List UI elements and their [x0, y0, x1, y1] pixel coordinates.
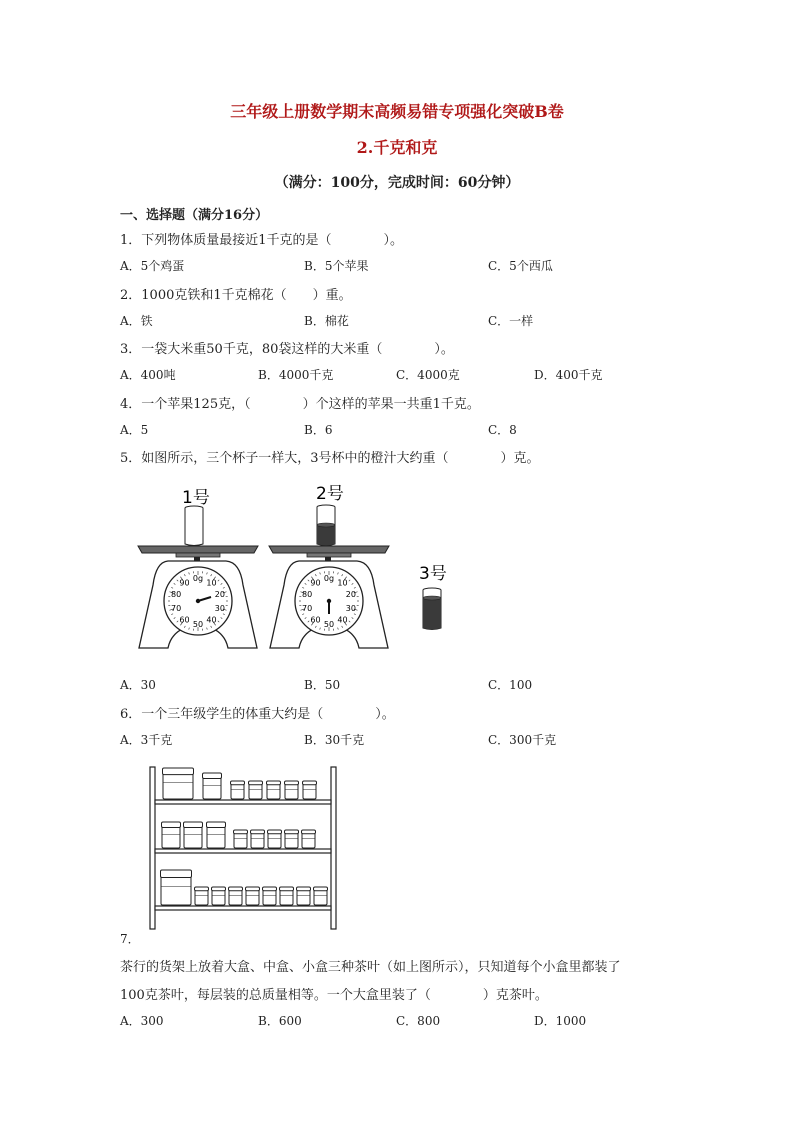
- question-7-option-b[interactable]: B．600: [258, 1014, 302, 1028]
- dial-label: 90: [310, 578, 321, 588]
- medium-tea-box: [162, 822, 181, 848]
- question-6-option-a[interactable]: A．3千克: [120, 733, 173, 747]
- small-tea-box: [303, 781, 317, 799]
- question-1-stem: 1．下列物体质量最接近1千克的是（ ）。: [120, 233, 404, 248]
- question-7-line-1: 茶行的货架上放着大盒、中盒、小盒三种茶叶（如上图所示），只知道每个小盒里都装了: [120, 960, 621, 975]
- dial-label: 50: [192, 620, 204, 629]
- dial-label: 10: [206, 578, 217, 588]
- dial-label: 60: [310, 615, 321, 625]
- question-4-option-c[interactable]: C．8: [488, 423, 517, 437]
- question-4-option-b[interactable]: B．6: [304, 423, 333, 437]
- question-5-stem: 5．如图所示，三个杯子一样大，3号杯中的橙汁大约重（ ）克。: [120, 451, 540, 466]
- dial-label: 30: [345, 604, 356, 614]
- medium-tea-box: [207, 822, 226, 848]
- exam-meta: （满分：100分，完成时间：60分钟）: [274, 175, 520, 191]
- page-subtitle: 2.千克和克: [356, 138, 438, 157]
- question-3-option-c[interactable]: C．4000克: [396, 368, 460, 382]
- small-tea-box: [285, 781, 299, 799]
- small-tea-box: [314, 887, 328, 905]
- question-5-option-c[interactable]: C．100: [488, 678, 533, 692]
- dial-label: 90: [179, 578, 190, 588]
- medium-tea-box: [203, 773, 222, 799]
- cup-3-label: 3号: [419, 564, 447, 584]
- large-tea-box: [163, 768, 194, 799]
- dial-label: 80: [302, 589, 313, 599]
- question-7-number: 7．: [120, 932, 140, 946]
- question-2-option-a[interactable]: A．铁: [120, 314, 153, 328]
- question-1-option-c[interactable]: C．5个西瓜: [488, 259, 553, 273]
- dial-label: 70: [302, 604, 313, 614]
- small-tea-box: [263, 887, 277, 905]
- question-5-option-b[interactable]: B．50: [304, 678, 341, 692]
- dial-label: 60: [179, 615, 190, 625]
- question-2-stem: 2．1000克铁和1千克棉花（ ）重。: [120, 288, 352, 303]
- question-7-option-a[interactable]: A．300: [120, 1014, 164, 1028]
- dial-label: 10: [337, 578, 348, 588]
- dial-label: 70: [171, 604, 182, 614]
- small-tea-box: [249, 781, 263, 799]
- small-tea-box: [280, 887, 294, 905]
- question-7-option-d[interactable]: D．1000: [534, 1014, 587, 1028]
- dial-label: 50: [323, 620, 335, 629]
- small-tea-box: [231, 781, 245, 799]
- question-3-option-a[interactable]: A．400吨: [120, 368, 176, 382]
- dial-label: 20: [214, 589, 225, 599]
- question-3-stem: 3．一袋大米重50千克，80袋这样的大米重（ ）。: [120, 342, 454, 357]
- question-7-line-2: 100克茶叶，每层装的总质量相等。一个大盒里装了（ ）克茶叶。: [120, 988, 548, 1003]
- section-title: 一、选择题（满分16分）: [120, 208, 269, 223]
- question-4-option-a[interactable]: A．5: [120, 423, 149, 437]
- question-3-option-b[interactable]: B．4000千克: [258, 368, 334, 382]
- small-tea-box: [268, 830, 282, 848]
- question-1-option-b[interactable]: B．5个苹果: [304, 259, 369, 273]
- dial-label: 30: [214, 604, 225, 614]
- question-1-option-a[interactable]: A．5个鸡蛋: [120, 259, 185, 273]
- dial-label: 0g: [323, 574, 335, 583]
- dial-label: 80: [171, 589, 182, 599]
- dial-label: 20: [345, 589, 356, 599]
- large-tea-box: [161, 870, 192, 905]
- small-tea-box: [229, 887, 243, 905]
- tea-boxes: [161, 768, 328, 905]
- dial-label: 40: [337, 615, 348, 625]
- small-tea-box: [297, 887, 311, 905]
- question-3-option-d[interactable]: D．400千克: [534, 368, 603, 382]
- cup-2-label: 2号: [316, 484, 344, 504]
- small-tea-box: [267, 781, 281, 799]
- small-tea-box: [302, 830, 316, 848]
- question-6-option-c[interactable]: C．300千克: [488, 733, 557, 747]
- question-4-stem: 4．一个苹果125克，（ ）个这样的苹果一共重1千克。: [120, 397, 480, 412]
- question-2-option-b[interactable]: B．棉花: [304, 314, 349, 328]
- question-6-stem: 6．一个三年级学生的体重大约是（ ）。: [120, 707, 395, 722]
- small-tea-box: [212, 887, 226, 905]
- question-5-option-a[interactable]: A．30: [120, 678, 156, 692]
- small-tea-box: [285, 830, 299, 848]
- small-tea-box: [246, 887, 260, 905]
- question-6-option-b[interactable]: B．30千克: [304, 733, 365, 747]
- medium-tea-box: [184, 822, 203, 848]
- question-2-option-c[interactable]: C．一样: [488, 314, 534, 328]
- small-tea-box: [195, 887, 209, 905]
- question-7-option-c[interactable]: C．800: [396, 1014, 441, 1028]
- page-title: 三年级上册数学期末高频易错专项强化突破B卷: [230, 102, 564, 121]
- dial-label: 0g: [192, 574, 204, 583]
- small-tea-box: [251, 830, 265, 848]
- cup-1-label: 1号: [182, 488, 210, 508]
- small-tea-box: [234, 830, 248, 848]
- dial-label: 40: [206, 615, 217, 625]
